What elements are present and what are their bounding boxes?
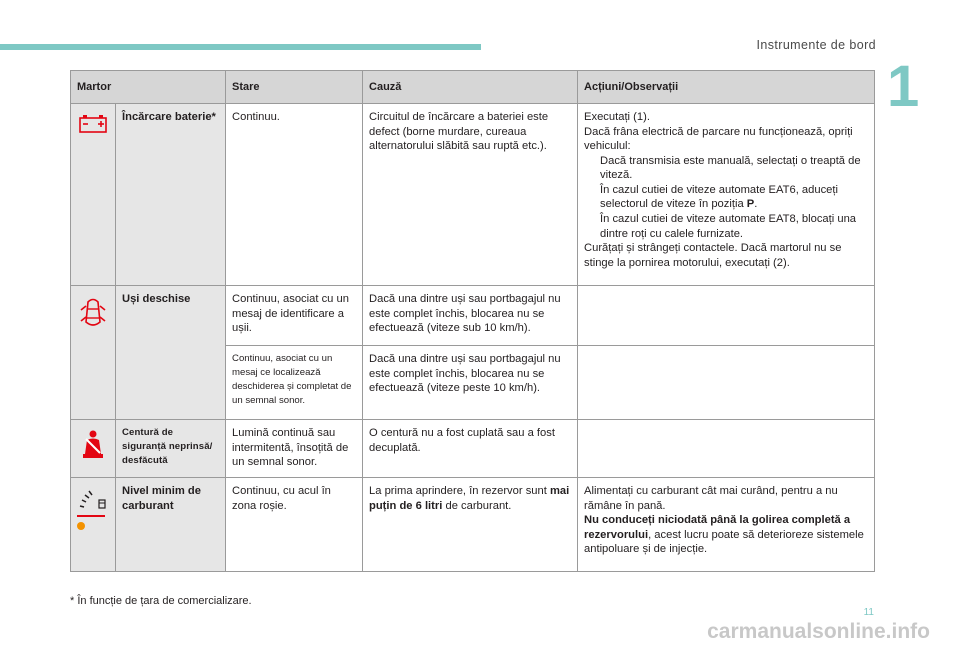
- state-cell: Continuu, asociat cu un mesaj ce localizează deschiderea și completat de un semnal sonor.: [226, 346, 363, 420]
- actions-cell: [578, 104, 875, 286]
- bullet-marker: [584, 154, 600, 183]
- seatbelt-icon: [81, 451, 105, 463]
- table-header-row: [71, 71, 875, 104]
- actions-cell: [578, 346, 875, 420]
- section-title: Instrumente de bord: [756, 38, 876, 52]
- cause-cell: O centură nu a fost cuplată sau a fost decuplată.: [363, 420, 578, 478]
- action-bullet: În cazul cutiei de viteze automate EAT8, blocați una dintre roți cu calele furnizate.: [584, 212, 868, 241]
- column-header-martor: Martor: [71, 71, 226, 104]
- column-header-stare: Stare: [226, 71, 363, 104]
- footnote: * În funcție de țara de comercializare.: [70, 595, 252, 607]
- action-line: Curățați și strângeți contactele. Dacă martorul nu se stinge la pornirea motorului, executați (2).: [584, 242, 842, 269]
- state-cell: Continuu, asociat cu un mesaj de identificare a ușii.: [226, 286, 363, 346]
- action-line: Executați (1).: [584, 111, 650, 123]
- cause-cell: Circuitul de încărcare a bateriei este defect (borne murdare, cureaua alternatorului slăbită sau ruptă etc.).: [363, 104, 578, 286]
- warning-label: Nivel minim de carburant: [116, 478, 226, 572]
- table-row: [71, 420, 875, 478]
- symbol-cell: [71, 286, 116, 420]
- fuel-level-icon: [75, 529, 109, 541]
- state-cell: Lumină continuă sau intermitentă, însoțită de un semnal sonor.: [226, 420, 363, 478]
- page-number: 11: [863, 607, 874, 618]
- bullet-marker: [584, 183, 600, 212]
- actions-cell: Alimentați cu carburant cât mai curând, pentru a nu rămâne în pană. Nu conduceți niciodată până la golirea completă a rezervorului, acest lucru poate să deterioreze sistemele antipoluare și de injecție.: [578, 478, 875, 572]
- watermark: carmanualsonline.info: [707, 620, 930, 643]
- table-row: [71, 286, 875, 346]
- action-bullet: Dacă transmisia este manuală, selectați o treaptă de viteză.: [584, 154, 868, 183]
- header-accent-bar: [0, 44, 481, 50]
- column-header-cauza: Cauză: [363, 71, 578, 104]
- state-cell: Continuu, cu acul în zona roșie.: [226, 478, 363, 572]
- open-doors-icon: [78, 323, 108, 335]
- warning-label: Uși deschise: [116, 286, 226, 420]
- cause-cell: Dacă una dintre uși sau portbagajul nu este complet închis, blocarea nu se efectuează (viteze sub 10 km/h).: [363, 286, 578, 346]
- actions-cell: [578, 286, 875, 346]
- table-row: [71, 478, 875, 572]
- bullet-marker: [584, 212, 600, 241]
- cause-cell: Dacă una dintre uși sau portbagajul nu este complet închis, blocarea nu se efectuează (viteze peste 10 km/h).: [363, 346, 578, 420]
- column-header-actiuni: Acțiuni/Observații: [578, 71, 875, 104]
- cause-cell: La prima aprindere, în rezervor sunt mai puțin de 6 litri de carburant.: [363, 478, 578, 572]
- state-cell: Continuu.: [226, 104, 363, 286]
- battery-charge-icon: [78, 125, 108, 137]
- table-row: [71, 104, 875, 286]
- chapter-number: 1: [887, 54, 920, 119]
- symbol-cell: [71, 478, 116, 572]
- symbol-cell: [71, 104, 116, 286]
- action-bullet: În cazul cutiei de viteze automate EAT6, aduceți selectorul de viteze în poziția P.: [584, 183, 868, 212]
- warning-label: Încărcare baterie*: [116, 104, 226, 286]
- action-line: Dacă frâna electrică de parcare nu funcționează, opriți vehiculul:: [584, 125, 853, 153]
- symbol-cell: [71, 420, 116, 478]
- warning-label: Centură de siguranță neprinsă/ desfăcută: [116, 420, 226, 478]
- warning-lights-table: [70, 70, 875, 572]
- actions-cell: [578, 420, 875, 478]
